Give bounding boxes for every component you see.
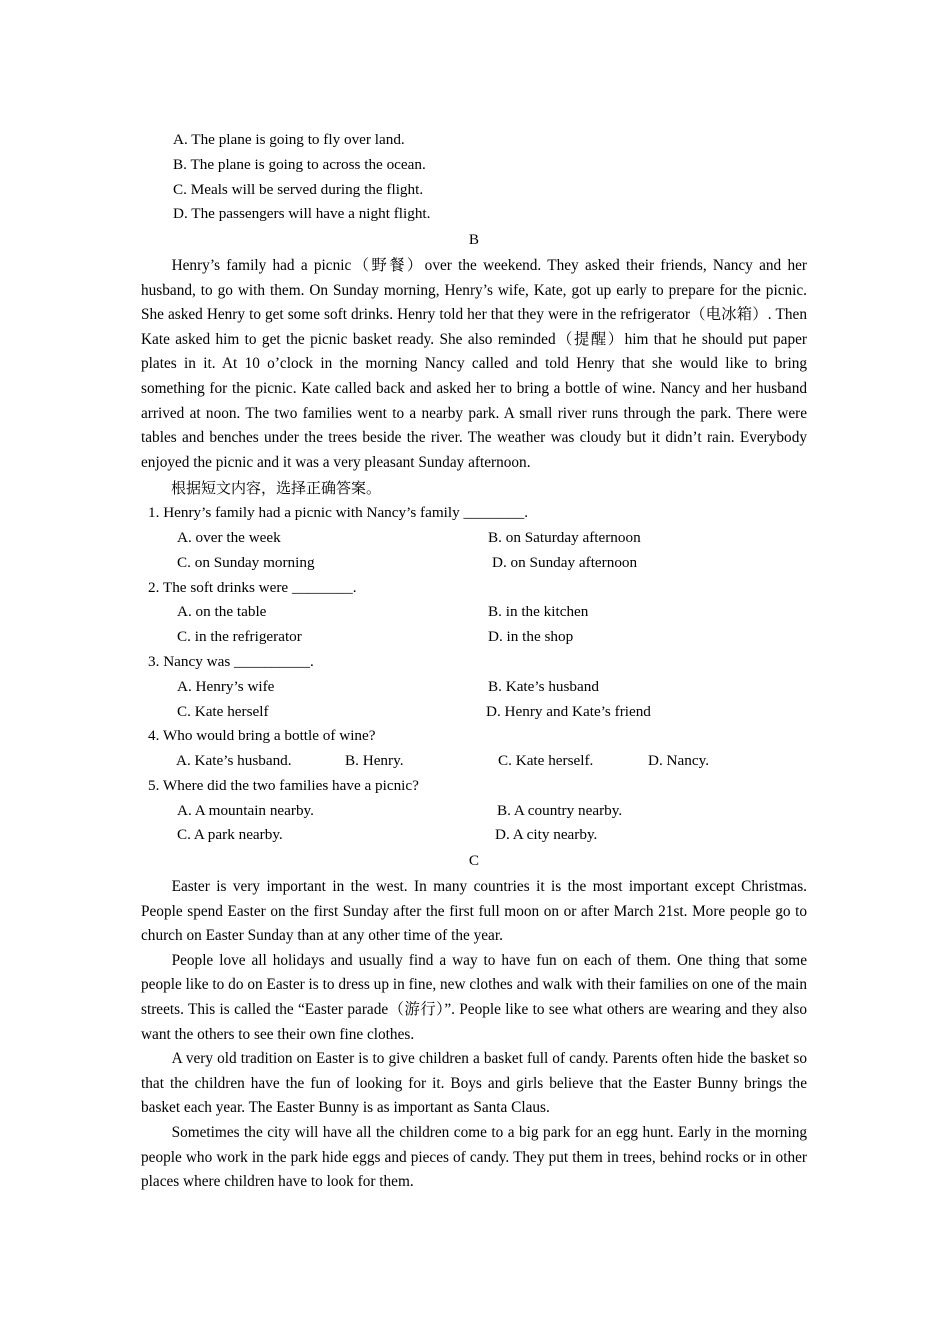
question-1-options-row-2: [141, 551, 807, 576]
passage-a-option-d: D. The passengers will have a night flight.: [173, 205, 431, 223]
question-3-option-c[interactable]: C. Kate herself: [177, 702, 269, 720]
question-3-option-b[interactable]: B. Kate’s husband: [488, 677, 599, 695]
question-5-stem: 5. Where did the two families have a picnic?: [148, 776, 419, 794]
question-4-options-row: [141, 749, 807, 774]
section-c-paragraph-1: Easter is very important in the west. In many countries it is the most important except Christmas. People spend Easter on the first Sunday after the first full moon on or after March 21st. More people go to church on Easter Sunday than at any other time of the year.: [141, 878, 807, 945]
question-3-option-d[interactable]: D. Henry and Kate’s friend: [486, 702, 651, 720]
question-1-option-d[interactable]: D. on Sunday afternoon: [492, 553, 638, 571]
question-2-stem: 2. The soft drinks were ________.: [148, 578, 357, 596]
section-c-paragraph-2: People love all holidays and usually find a way to have fun on each of them. One thing that some people like to do on Easter is to dress up in fine, new clothes and walk with their families on one of the main streets. This is called the “Easter parade（游行）”. People like to see what others are wearing and they also want the others to see their own fine clothes.: [141, 951, 807, 1043]
passage-a-option-b: B. The plane is going to across the ocean.: [173, 155, 426, 173]
question-5-options-row-1: [141, 799, 807, 824]
question-3-options-row-1: [141, 675, 807, 700]
question-1-options-row-1: [141, 526, 807, 551]
question-5-option-b[interactable]: B. A country nearby.: [497, 801, 623, 819]
question-4-option-a[interactable]: A. Kate’s husband.: [176, 752, 292, 770]
question-1-stem: 1. Henry’s family had a picnic with Nancy’s family ________.: [148, 504, 529, 522]
question-5-option-d[interactable]: D. A city nearby.: [495, 826, 598, 844]
section-b-marker: B: [468, 231, 480, 249]
question-3-option-a[interactable]: A. Henry’s wife: [177, 677, 275, 695]
question-5-options-row-2: [141, 823, 807, 848]
question-1-option-b[interactable]: B. on Saturday afternoon: [488, 528, 641, 546]
section-c-paragraph-3: A very old tradition on Easter is to give children a basket full of candy. Parents often hide the basket so that the children have the fun of looking for it. Boys and girls believe that the Easter Bunny brings the basket each year. The Easter Bunny is as important as Santa Claus.: [141, 1050, 807, 1117]
question-4-option-d[interactable]: D. Nancy.: [648, 752, 710, 770]
section-c-paragraph-4: Sometimes the city will have all the children come to a big park for an egg hunt. Early in the morning people who work in the park hide eggs and pieces of candy. They put them in trees, behind rocks or in other places where children have to look for them.: [141, 1124, 807, 1191]
question-5-option-a[interactable]: A. A mountain nearby.: [177, 801, 314, 819]
question-2-option-a[interactable]: A. on the table: [177, 603, 267, 621]
section-b-passage: Henry’s family had a picnic（野餐）over the weekend. They asked their friends, Nancy and her husband, to go with them. On Sunday morning, Henry’s wife, Kate, got up early to prepare for the picnic. She asked Henry to get some soft drinks. Henry told her that they were in the refrigerator（电冰箱）. Then Kate asked him to get the picnic basket ready. She also reminded（提醒）him that he should put paper plates in it. At 10 o’clock in the morning Nancy called and told Henry that she would like to bring something for the picnic. Kate called back and asked her to bring a bottle of wine. Nancy and her husband arrived at noon. The two families went to a nearby park. A small river runs through the park. There were tables and benches under the trees beside the river. The weather was cloudy but it didn’t rain. Everybody enjoyed the picnic and it was a very pleasant Sunday afternoon.: [141, 256, 807, 471]
worksheet-page: [141, 0, 807, 1344]
passage-a-option-a: A. The plane is going to fly over land.: [173, 131, 405, 148]
question-1-option-a[interactable]: A. over the week: [177, 528, 281, 546]
question-2-options-row-2: [141, 625, 807, 650]
question-2-option-c[interactable]: C. in the refrigerator: [177, 628, 302, 646]
question-4-option-b[interactable]: B. Henry.: [345, 752, 404, 770]
question-1-option-c[interactable]: C. on Sunday morning: [177, 553, 315, 571]
question-2-option-d[interactable]: D. in the shop: [488, 628, 574, 646]
question-5-option-c[interactable]: C. A park nearby.: [177, 826, 283, 844]
section-b-instruction: 根据短文内容，选择正确答案。: [171, 479, 382, 498]
section-c-marker: C: [468, 852, 480, 870]
question-3-stem: 3. Nancy was __________.: [148, 652, 314, 670]
question-2-option-b[interactable]: B. in the kitchen: [488, 603, 589, 621]
question-4-stem: 4. Who would bring a bottle of wine?: [148, 727, 376, 745]
question-4-option-c[interactable]: C. Kate herself.: [498, 752, 594, 770]
question-3-options-row-2: [141, 700, 807, 725]
question-2-options-row-1: [141, 600, 807, 625]
passage-a-option-c: C. Meals will be served during the flight.: [173, 180, 424, 198]
